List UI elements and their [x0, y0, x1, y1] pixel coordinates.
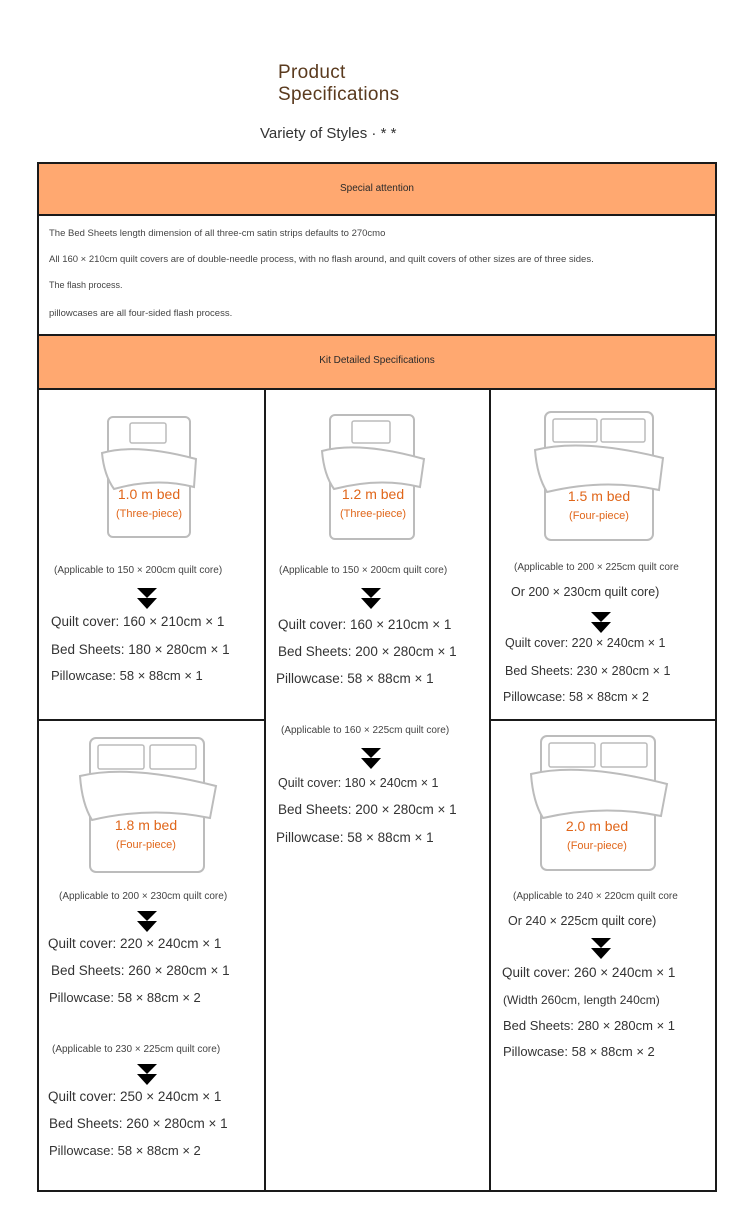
- spec-item: Pillowcase: 58 × 88cm × 2: [49, 1143, 201, 1158]
- spec-item: Bed Sheets: 280 × 280cm × 1: [503, 1018, 676, 1033]
- down-arrow-icon: [361, 588, 381, 610]
- quilt-core-note-2: Or 200 × 230cm quilt core): [511, 585, 660, 599]
- column-divider-2: [489, 390, 491, 1190]
- down-arrow-icon: [361, 748, 381, 770]
- single-bed-icon: [96, 415, 202, 541]
- down-arrow-icon: [591, 938, 611, 960]
- note-3: The flash process.: [49, 280, 123, 290]
- spec-item: Quilt cover: 220 × 240cm × 1: [505, 636, 666, 650]
- bed-size-label: 2.0 m bed (Four-piece): [565, 818, 629, 852]
- quilt-core-note: (Applicable to 160 × 225cm quilt core): [281, 725, 450, 736]
- note-2: All 160 × 210cm quilt covers are of double-needle process, with no flash around, and quilt covers of other sizes are of three sides.: [49, 254, 594, 265]
- spec-item: (Width 260cm, length 240cm): [503, 993, 660, 1007]
- spec-item: Quilt cover: 180 × 240cm × 1: [278, 776, 439, 790]
- spec-item: Pillowcase: 58 × 88cm × 2: [503, 1044, 655, 1059]
- down-arrow-icon: [137, 911, 157, 933]
- spec-item: Pillowcase: 58 × 88cm × 1: [51, 668, 203, 683]
- quilt-core-note-2: Or 240 × 225cm quilt core): [508, 914, 657, 928]
- spec-item: Bed Sheets: 260 × 280cm × 1: [51, 963, 230, 978]
- note-4: pillowcases are all four-sided flash process.: [49, 308, 233, 319]
- spec-item: Quilt cover: 260 × 240cm × 1: [502, 965, 676, 980]
- quilt-core-note: (Applicable to 240 × 220cm quilt core: [513, 891, 678, 902]
- quilt-core-note: (Applicable to 150 × 200cm quilt core): [279, 565, 448, 576]
- quilt-core-note: (Applicable to 230 × 225cm quilt core): [52, 1044, 221, 1055]
- down-arrow-icon: [591, 612, 611, 634]
- bed-size-label: 1.8 m bed (Four-piece): [114, 817, 178, 851]
- kit-heading: Kit Detailed Specifications: [39, 336, 715, 390]
- double-bed-icon: [533, 410, 667, 544]
- spec-item: Quilt cover: 160 × 210cm × 1: [278, 617, 452, 632]
- double-bed-icon: [78, 736, 218, 876]
- quilt-core-note: (Applicable to 200 × 225cm quilt core: [514, 562, 679, 573]
- row-divider-right: [491, 719, 715, 721]
- spec-item: Quilt cover: 250 × 240cm × 1: [48, 1089, 222, 1104]
- down-arrow-icon: [137, 1064, 157, 1086]
- row-divider-left: [39, 719, 264, 721]
- bed-size-label: 1.2 m bed (Three-piece): [339, 486, 407, 520]
- spec-item: Quilt cover: 160 × 210cm × 1: [51, 614, 225, 629]
- attention-heading: Special attention: [39, 164, 715, 216]
- spec-item: Pillowcase: 58 × 88cm × 1: [276, 830, 434, 845]
- bed-size-label: 1.5 m bed (Four-piece): [567, 488, 631, 522]
- double-bed-icon: [529, 734, 669, 874]
- spec-item: Bed Sheets: 200 × 280cm × 1: [278, 644, 457, 659]
- down-arrow-icon: [137, 588, 157, 610]
- spec-item: Quilt cover: 220 × 240cm × 1: [48, 936, 222, 951]
- bed-size-label: 1.0 m bed (Three-piece): [115, 486, 183, 520]
- spec-item: Bed Sheets: 260 × 280cm × 1: [49, 1116, 228, 1131]
- page-title: [278, 62, 399, 106]
- spec-item: Bed Sheets: 200 × 280cm × 1: [278, 802, 457, 817]
- page-subtitle: Variety of Styles · * *: [260, 125, 397, 142]
- single-bed-icon: [318, 413, 428, 543]
- note-1: The Bed Sheets length dimension of all three-cm satin strips defaults to 270cmo: [49, 228, 386, 239]
- spec-item: Pillowcase: 58 × 88cm × 2: [503, 690, 649, 704]
- spec-item: Bed Sheets: 230 × 280cm × 1: [505, 664, 671, 678]
- attention-notes: [39, 216, 715, 336]
- quilt-core-note: (Applicable to 200 × 230cm quilt core): [59, 891, 228, 902]
- spec-item: Pillowcase: 58 × 88cm × 1: [276, 671, 434, 686]
- title-line-1: Product: [278, 62, 346, 83]
- title-line-2: Specifications: [278, 84, 400, 105]
- spec-item: Bed Sheets: 180 × 280cm × 1: [51, 642, 230, 657]
- spec-item: Pillowcase: 58 × 88cm × 2: [49, 990, 201, 1005]
- column-divider-1: [264, 390, 266, 1190]
- quilt-core-note: (Applicable to 150 × 200cm quilt core): [54, 565, 223, 576]
